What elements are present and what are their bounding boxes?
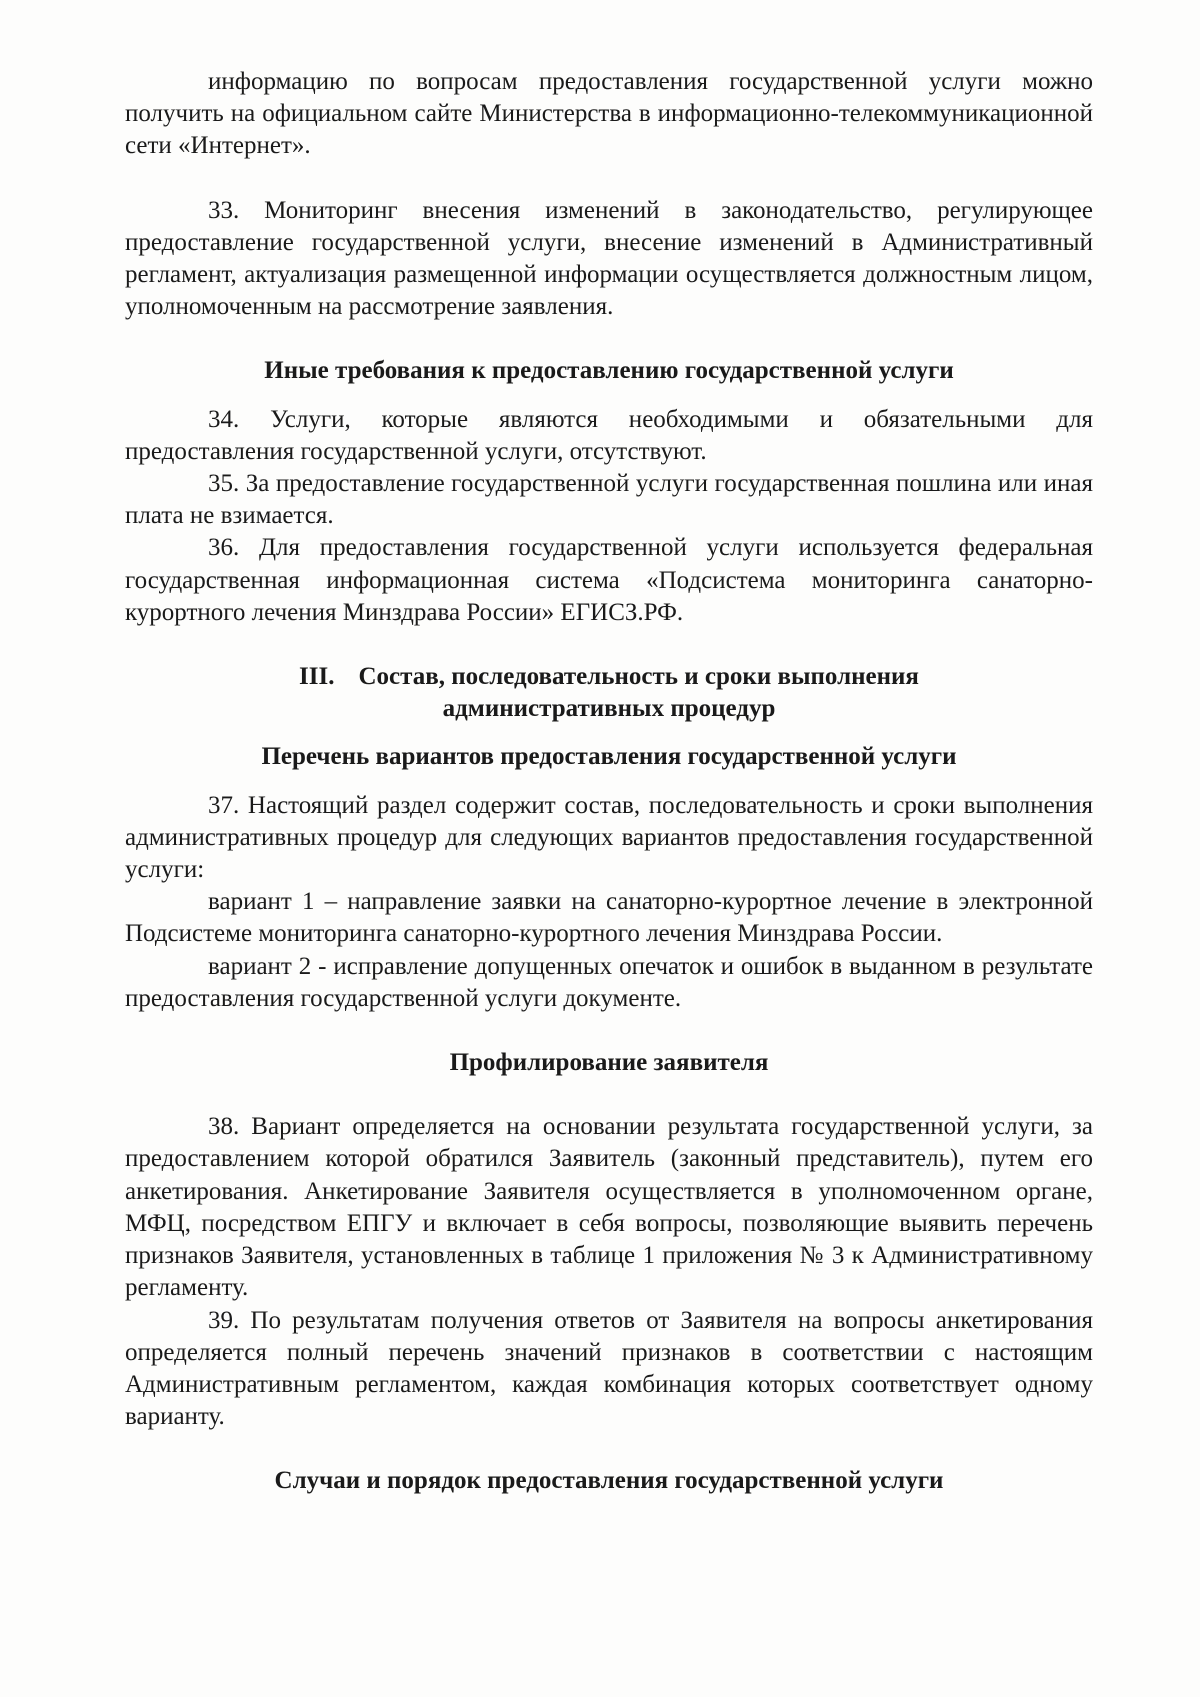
heading-variants: Перечень вариантов предоставления государственной услуги: [261, 743, 957, 771]
paragraph-37-variant-1: вариант 1 – направление заявки на санаторно-курортное лечение в электронной Подсистеме мониторинга санаторно-курортного лечения Минздрава России.: [125, 888, 1093, 948]
paragraph-37: 37. Настоящий раздел содержит состав, последовательность и сроки выполнения административных процедур для следующих вариантов предоставления государственной услуги:: [125, 791, 1093, 884]
paragraph-36: 36. Для предоставления государственной услуги используется федеральная государственная информационная система «Подсистема мониторинга санаторно-курортного лечения Минздрава России» ЕГИСЗ.РФ.: [125, 534, 1093, 626]
paragraph-intro: информацию по вопросам предоставления государственной услуги можно получить на официальном сайте Министерства в информационно-телекоммуникационной сети «Интернет».: [125, 68, 1093, 160]
section-3-title-line-2: административных процедур: [442, 695, 776, 723]
paragraph-33: 33. Мониторинг внесения изменений в законодательство, регулирующее предоставление государственной услуги, внесение изменений в Административный регламент, актуализация размещенной информации осуществляется должностным лицом, уполномоченным на рассмотрение заявления.: [125, 196, 1093, 321]
section-3-title: [125, 661, 1093, 725]
section-3-title-line-1: Состав, последовательность и сроки выполнения: [358, 663, 919, 691]
heading-other-requirements: Иные требования к предоставлению государственной услуги: [264, 357, 954, 385]
heading-cases-and-order: Случаи и порядок предоставления государственной услуги: [274, 1467, 944, 1495]
document-body: [125, 66, 1093, 1498]
heading-applicant-profiling: Профилирование заявителя: [449, 1049, 769, 1077]
paragraph-38: 38. Вариант определяется на основании результата государственной услуги, за предоставлением которой обратился Заявитель (законный представитель), путем его анкетирования. Анкетирование Заявителя осуществляется в уполномоченном органе, МФЦ, посредством ЕПГУ и включает в себя вопросы, позволяющие выявить перечень признаков Заявителя, установленных в таблице 1 приложения № 3 к Административному регламенту.: [125, 1113, 1093, 1302]
paragraph-34: 34. Услуги, которые являются необходимыми и обязательными для предоставления государственной услуги, отсутствуют.: [125, 405, 1093, 465]
section-3-number: III.: [299, 663, 335, 691]
paragraph-39: 39. По результатам получения ответов от Заявителя на вопросы анкетирования определяется полный перечень значений признаков в соответствии с настоящим Административным регламентом, каждая комбинация которых соответствует одному варианту.: [125, 1306, 1093, 1431]
paragraph-35: 35. За предоставление государственной услуги государственная пошлина или иная плата не взимается.: [125, 470, 1093, 530]
paragraph-37-variant-2: вариант 2 - исправление допущенных опечаток и ошибок в выданном в результате предоставления государственной услуги документе.: [125, 952, 1093, 1012]
